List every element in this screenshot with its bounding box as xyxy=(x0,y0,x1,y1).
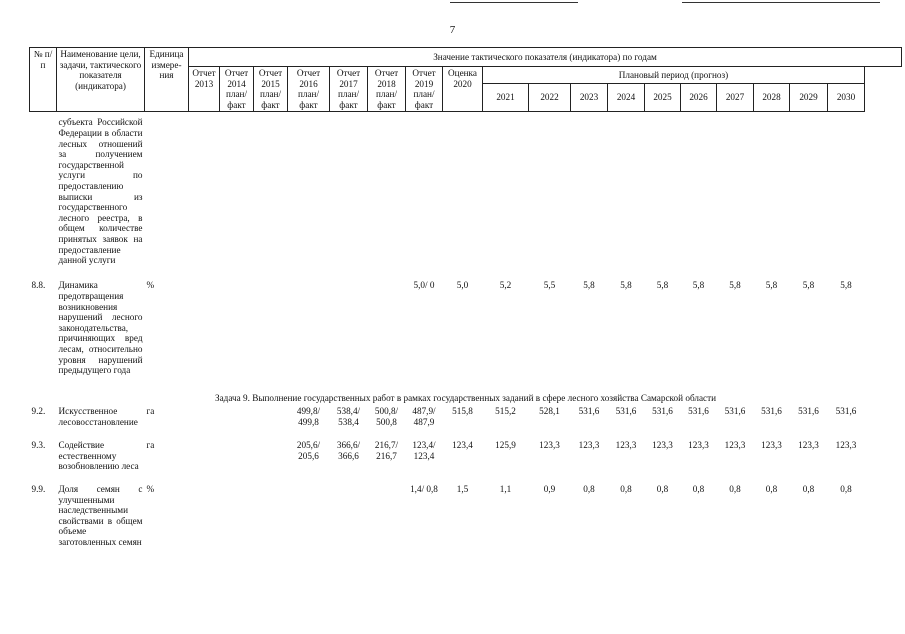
row-plan-2030: 5,8 xyxy=(840,280,852,291)
table-row xyxy=(30,483,902,555)
row-plan-2025: 531,6 xyxy=(652,405,673,416)
header-report-2013: Отчет 2013 xyxy=(189,67,220,112)
row-plan-2024: 0,8 xyxy=(620,483,632,494)
header-report-2017: Отчет 2017 план/ факт xyxy=(330,67,368,112)
row-plan-2021 xyxy=(483,116,529,274)
row-name: Динамика предотвращения возникновения нарушений лесного законодательства, причиняющих вред лесам, относительно уровня нарушений предыдущего года xyxy=(58,280,143,376)
row-e2020 xyxy=(443,116,483,274)
row-r2017 xyxy=(330,274,368,392)
row-plan-2027: 123,3 xyxy=(724,439,746,450)
header-report-2014: Отчет 2014 план/ факт xyxy=(220,67,254,112)
table-row xyxy=(30,405,902,439)
row-r2016 xyxy=(288,483,330,555)
row-r2016: 205,6/ 205,6 xyxy=(296,439,321,461)
row-plan-2021: 1,1 xyxy=(499,483,512,494)
row-r2013 xyxy=(189,116,220,274)
row-plan-2030 xyxy=(828,116,865,274)
task-title-row xyxy=(30,392,902,405)
header-year-2028: 2028 xyxy=(754,84,790,112)
top-rule-left xyxy=(450,2,578,3)
header-report-2016: Отчет 2016 план/ факт xyxy=(288,67,330,112)
row-plan-2024 xyxy=(608,116,645,274)
row-plan-2028: 5,8 xyxy=(765,280,778,291)
header-year-2030: 2030 xyxy=(828,84,865,112)
row-plan-2028: 0,8 xyxy=(765,483,778,494)
row-plan-2022: 123,3 xyxy=(539,439,560,450)
table-row xyxy=(30,116,902,274)
row-plan-2023: 531,6 xyxy=(578,405,600,416)
header-year-2024: 2024 xyxy=(608,84,645,112)
row-plan-2022: 528,1 xyxy=(539,405,560,416)
row-r2014 xyxy=(220,116,254,274)
row-plan-2028 xyxy=(754,116,790,274)
header-year-2022: 2022 xyxy=(529,84,571,112)
row-r2015 xyxy=(254,405,288,439)
page-number: 7 xyxy=(449,24,456,36)
row-num: 8.8. xyxy=(31,280,46,291)
row-e2020: 123,4 xyxy=(452,439,473,450)
row-plan-2022: 5,5 xyxy=(543,280,556,291)
row-plan-2028: 531,6 xyxy=(761,405,782,416)
row-name: субъекта Российской Федерации в области лесных отношений за получением государственной услуги по предоставлению выписки из государственного лесного реестра, в общем количестве принятых заявок на предоставление данной услуги xyxy=(58,117,143,266)
row-r2018 xyxy=(368,483,406,555)
row-r2019: 123,4/ 123,4 xyxy=(412,439,436,461)
row-num: 9.2. xyxy=(31,405,46,416)
header-report-2015: Отчет 2015 план/ факт xyxy=(254,67,288,112)
row-plan-2029: 531,6 xyxy=(798,405,819,416)
row-plan-2029 xyxy=(790,116,828,274)
row-r2014 xyxy=(220,439,254,483)
row-r2016 xyxy=(288,274,330,392)
indicator-table xyxy=(29,47,902,555)
header-year-2027: 2027 xyxy=(717,84,754,112)
row-r2014 xyxy=(220,483,254,555)
row-name: Искусственное лесовосстановление xyxy=(58,405,138,427)
row-plan-2027: 0,8 xyxy=(729,483,741,494)
row-r2019: 1,4/ 0,8 xyxy=(410,483,438,494)
row-r2018: 500,8/ 500,8 xyxy=(374,405,399,427)
row-plan-2026: 0,8 xyxy=(692,483,705,494)
row-plan-2023: 5,8 xyxy=(583,280,595,291)
row-plan-2027: 5,8 xyxy=(729,280,741,291)
header-year-2025: 2025 xyxy=(645,84,681,112)
row-plan-2026: 5,8 xyxy=(692,280,705,291)
row-unit: % xyxy=(146,483,155,494)
row-r2013 xyxy=(189,483,220,555)
row-unit xyxy=(145,116,189,274)
row-plan-2023: 123,3 xyxy=(578,439,600,450)
row-r2019 xyxy=(406,116,443,274)
row-plan-2029: 0,8 xyxy=(802,483,815,494)
row-plan-2024: 5,8 xyxy=(620,280,632,291)
row-unit: га xyxy=(146,405,155,416)
row-unit: % xyxy=(146,280,155,291)
table-row xyxy=(30,274,902,392)
row-r2019: 487,9/ 487,9 xyxy=(412,405,436,427)
header-name: Наименование цели, задачи, тактического показателя (индикатора) xyxy=(57,48,145,112)
row-plan-2026: 531,6 xyxy=(688,405,709,416)
row-r2017 xyxy=(330,483,368,555)
header-year-2029: 2029 xyxy=(790,84,828,112)
row-r2014 xyxy=(220,405,254,439)
row-r2018 xyxy=(368,116,406,274)
row-e2020: 1,5 xyxy=(456,483,469,494)
task9-title: Задача 9. Выполнение государственных работ в рамках государственных заданий в сфере лесного хозяйства Самарской области xyxy=(214,393,717,404)
row-plan-2021: 515,2 xyxy=(495,405,516,416)
row-plan-2029: 123,3 xyxy=(798,439,819,450)
table-row xyxy=(30,439,902,483)
row-plan-2030: 531,6 xyxy=(835,405,857,416)
row-r2015 xyxy=(254,483,288,555)
row-plan-2022 xyxy=(529,116,571,274)
row-plan-2023: 0,8 xyxy=(583,483,595,494)
row-r2013 xyxy=(189,274,220,392)
row-plan-2021: 5,2 xyxy=(499,280,512,291)
row-plan-2028: 123,3 xyxy=(761,439,782,450)
row-r2017: 366,6/ 366,6 xyxy=(336,439,361,461)
row-num: 9.3. xyxy=(31,439,46,450)
row-r2016: 499,8/ 499,8 xyxy=(296,405,321,427)
row-r2019: 5,0/ 0 xyxy=(413,280,435,291)
row-plan-2024: 531,6 xyxy=(615,405,637,416)
row-r2015 xyxy=(254,274,288,392)
header-values-group: Значение тактического показателя (индикатора) по годам xyxy=(189,48,902,67)
header-year-2026: 2026 xyxy=(681,84,717,112)
row-plan-2029: 5,8 xyxy=(802,280,815,291)
row-plan-2027: 531,6 xyxy=(724,405,746,416)
header-unit: Единица измере-ния xyxy=(145,48,189,112)
row-r2013 xyxy=(189,405,220,439)
row-r2013 xyxy=(189,439,220,483)
row-r2018: 216,7/ 216,7 xyxy=(374,439,399,461)
row-plan-2030: 123,3 xyxy=(835,439,857,450)
table-body xyxy=(30,112,902,555)
header-year-2023: 2023 xyxy=(571,84,608,112)
row-plan-2025: 0,8 xyxy=(656,483,669,494)
header-year-2021: 2021 xyxy=(483,84,529,112)
row-r2015 xyxy=(254,116,288,274)
header-estimate-2020: Оценка 2020 xyxy=(443,67,483,112)
row-plan-2025 xyxy=(645,116,681,274)
row-plan-2023 xyxy=(571,116,608,274)
row-plan-2024: 123,3 xyxy=(615,439,637,450)
row-e2020: 5,0 xyxy=(456,280,469,291)
header-report-2019: Отчет 2019 план/ факт xyxy=(406,67,443,112)
header-report-2018: Отчет 2018 план/ факт xyxy=(368,67,406,112)
row-plan-2022: 0,9 xyxy=(543,483,556,494)
row-r2017: 538,4/ 538,4 xyxy=(336,405,361,427)
row-unit: га xyxy=(146,439,155,450)
row-r2017 xyxy=(330,116,368,274)
row-r2018 xyxy=(368,274,406,392)
row-plan-2025: 5,8 xyxy=(656,280,669,291)
row-r2016 xyxy=(288,116,330,274)
row-r2014 xyxy=(220,274,254,392)
header-num: № п/п xyxy=(30,48,57,112)
table-header xyxy=(30,48,902,112)
row-plan-2026: 123,3 xyxy=(688,439,709,450)
row-plan-2030: 0,8 xyxy=(840,483,852,494)
row-name: Содействие естественному возобновлению леса xyxy=(58,439,139,472)
row-num xyxy=(30,116,57,274)
row-r2015 xyxy=(254,439,288,483)
header-plan-group: Плановый период (прогноз) xyxy=(483,67,865,84)
row-num: 9.9. xyxy=(31,483,46,494)
row-plan-2027 xyxy=(717,116,754,274)
row-name: Доля семян с улучшенными наследственными свойствами в общем объеме заготовленных семян xyxy=(58,483,143,547)
row-plan-2026 xyxy=(681,116,717,274)
row-e2020: 515,8 xyxy=(452,405,473,416)
row-plan-2021: 125,9 xyxy=(495,439,516,450)
row-plan-2025: 123,3 xyxy=(652,439,673,450)
top-rule-right xyxy=(682,2,880,3)
